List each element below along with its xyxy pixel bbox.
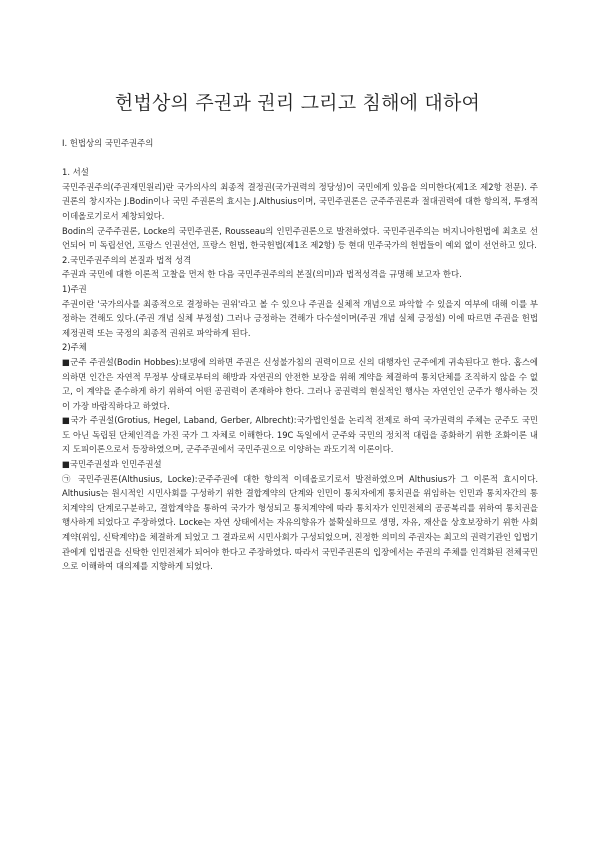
- paragraph-national-sovereignty: ㉠ 국민주권론(Althusius, Locke):군주주권에 대한 항의적 이데올로기로서 발전하였으며 Althusius가 그 이론적 효시이다. Althusius는 원시적인 시민사회를 구성하기 위한 결합계약의 단계와 인민이 통치자에게 통치권을 위임하는 인민과 통치자간의 통치계약의 단계로구분하고, 결합계약을 통하여 국가가 형성되고 통치계약에 따라 통치자가 인민전체의 공공복리를 위하여 통치권을 행사하게 되었다고 주장하였다. Locke는 자연 상태에서는 자유의향유가 불확실하므로 생명, 자유, 재산을 상호보장하기 위한 사회계약(위임, 신탁계약)을 체결하게 되었고 그 결과로써 시민사회가 구성되었으며, 진정한 의미의 주권자는 최고의 권력기관인 입법기관에게 입법권을 신탁한 인민전체가 되어야 한다고 주장하였다. 따라서 국민주권론의 입장에서는 주권의 주체를 인격화된 전체국민으로 이해하여 대의제를 지향하게 되었다.: [62, 473, 538, 572]
- paragraph: Bodin의 군주주권론, Locke의 국민주권론, Rousseau의 인민주권론으로 발전하였다. 국민주권주의는 버지니아헌법에 최초로 선언되어 미 독립선언, 프랑스 인권선언, 프랑스 헌법, 한국헌법(제1조 제2항) 등 현대 민주국가의 헌법들이 예외 없이 선언하고 있다.: [62, 225, 538, 251]
- subheading-sovereignty: 1)주권: [62, 283, 87, 294]
- subheading-subject: 2)주체: [62, 342, 87, 353]
- subheading-popular-sovereignty: ■국민주권설과 인민주권설: [62, 459, 162, 470]
- paragraph: 주권이란 '국가의사를 최종적으로 결정하는 권위'라고 볼 수 있으나 주권을 실체적 개념으로 파악할 수 있을지 여부에 대해 이를 부정하는 견해도 있다.(주권 개념 실체 부정설) 그러나 긍정하는 견해가 다수설이며(주권 개념 실체 긍정설) 이에 따르면 주권을 헌법제정권력 또는 국정의 최종적 권위로 파악하게 된다.: [62, 298, 538, 338]
- paragraph: 주권과 국민에 대한 이론적 고찰을 먼저 한 다음 국민주권주의의 본질(의미)과 법적성격을 규명해 보고자 한다.: [62, 269, 462, 280]
- section-heading: Ⅰ. 헌법상의 국민주권주의: [62, 138, 154, 148]
- document-title: 헌법상의 주권과 권리 그리고 침해에 대하여: [114, 92, 481, 114]
- paragraph-monarch-sovereignty: ■군주 주권설(Bodin Hobbes):보댕에 의하면 주권은 신성불가침의 권력이므로 신의 대행자인 군주에게 귀속된다고 한다. 홉스에 의하면 인간은 자연적 무정부 상태로부터의 해방과 자연권의 안전한 보장을 위해 계약을 체결하여 통치단체를 조직하지 않을 수 없고, 이 계약을 준수하게 하기 위하여 어떤 공권력이 존재하야 한다. 그러나 공권력의 현실적인 행사는 자연인인 군주가 행사하는 것이 가장 바람직하다고 하였다.: [62, 356, 538, 411]
- paragraph-state-sovereignty: ■국가 주권설(Grotius, Hegel, Laband, Gerber, Albrecht):국가법인설을 논리적 전제로 하여 국가권력의 주체는 군주도 국민도 아닌 독립된 단체인격을 가진 국가 그 자체로 이해한다. 19C 독일에서 군주와 국민의 정치적 대립을 종화하기 위한 조화이론 내지 도피이론으로서 등장하였으며, 군주주권에서 국민주권으로 이양하는 과도기적 이론이다.: [62, 415, 538, 455]
- subheading-intro: 1. 서설: [62, 167, 89, 178]
- document-body: [62, 136, 538, 574]
- paragraph: 국민주권주의(주권재민원리)란 국가의사의 최종적 결정권(국가권력의 정당성)이 국민에게 있음을 의미한다(제1조 제2항 전문). 주권론의 창시자는 J.Bodin이나 국민 주권론의 효시는 J.Althusius이며, 국민주권론은 군주주권론과 절대권력에 대한 항의적, 투쟁적 이데올로기로서 제창되었다.: [62, 181, 538, 221]
- subheading-nature: 2.국민주권주의의 본질과 법적 성격: [62, 254, 192, 265]
